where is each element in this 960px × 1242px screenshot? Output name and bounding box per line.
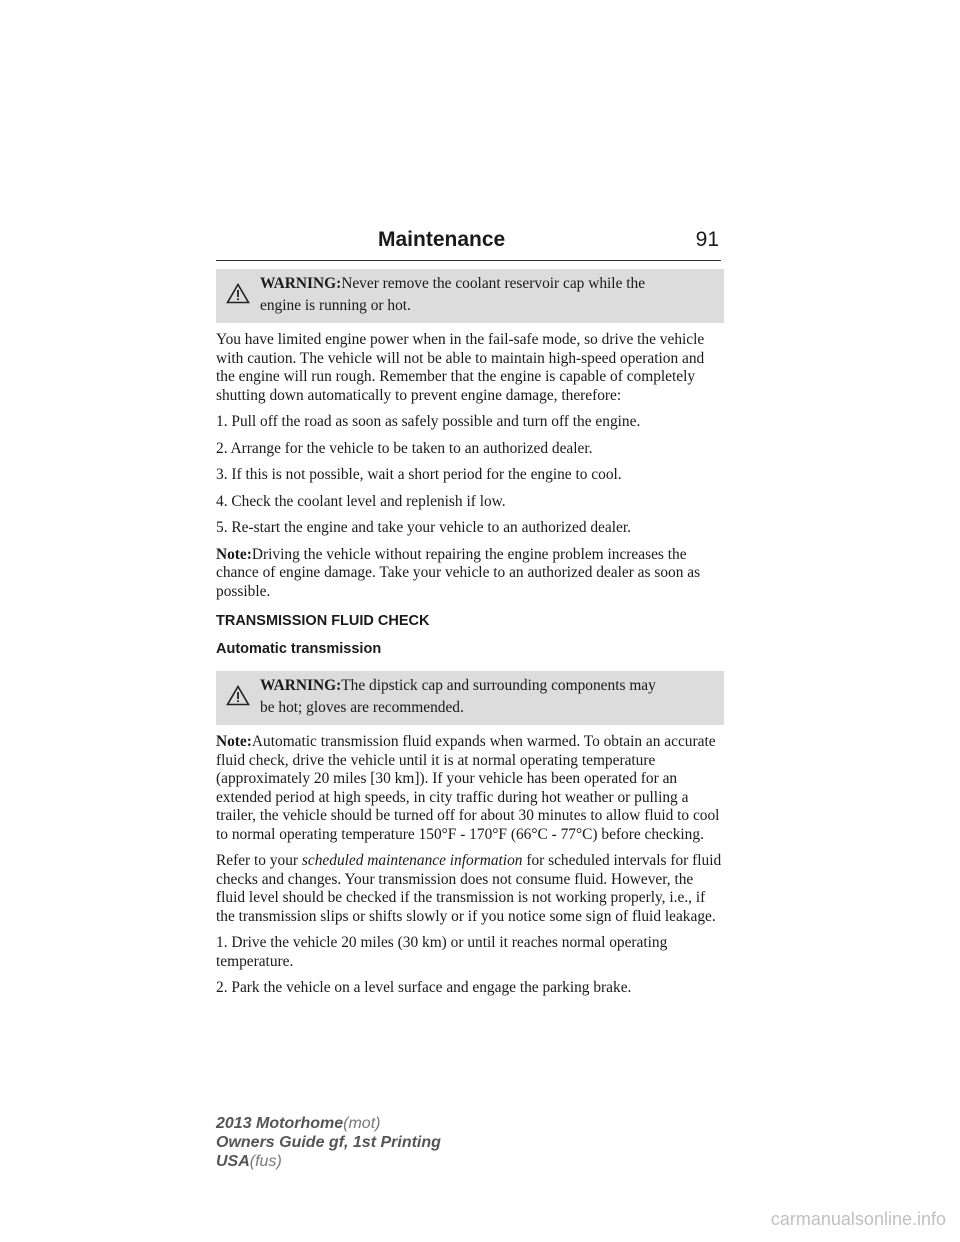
warning-box-dipstick xyxy=(216,671,724,725)
footer-printing: Owners Guide gf, 1st Printing xyxy=(216,1134,441,1151)
footer-model: 2013 Motorhome xyxy=(216,1115,344,1132)
warning-triangle-icon xyxy=(226,685,250,706)
warning-line-2: be hot; gloves are recommended. xyxy=(260,699,464,716)
note-engine xyxy=(216,546,724,602)
warning-line-1 xyxy=(260,675,714,697)
footer-market-code: (fus) xyxy=(249,1153,282,1170)
warning-line-2: engine is running or hot. xyxy=(260,297,411,314)
warning-label: WARNING: xyxy=(260,677,342,694)
footer-line-1 xyxy=(216,1114,441,1133)
paragraph-refer xyxy=(216,852,724,926)
list-item: 2. Park the vehicle on a level surface and engage the parking brake. xyxy=(216,979,632,996)
page-content xyxy=(216,269,724,1006)
warning-text: The dipstick cap and surrounding components may xyxy=(341,677,656,694)
list-item: 3. If this is not possible, wait a short period for the engine to cool. xyxy=(216,466,622,483)
refer-italic: scheduled maintenance information xyxy=(301,852,523,869)
list-item: 1. Drive the vehicle 20 miles (30 km) or until it reaches normal operating temperature. xyxy=(216,934,668,970)
watermark: carmanualsonline.info xyxy=(770,1209,946,1229)
list-item: 1. Pull off the road as soon as safely possible and turn off the engine. xyxy=(216,413,641,430)
warning-label: WARNING: xyxy=(260,275,342,292)
page-number: 91 xyxy=(695,228,719,251)
warning-text: Never remove the coolant reservoir cap while the xyxy=(341,275,646,292)
paragraph-failsafe: You have limited engine power when in the fail-safe mode, so drive the vehicle with caution. The vehicle will not be able to maintain high-speed operation and the engine will run rough. Remember that the engine is capable of completely shutting down automatically to prevent engine damage, therefore: xyxy=(216,331,705,404)
note-text: Automatic transmission fluid expands when warmed. To obtain an accurate fluid check, drive the vehicle until it is at normal operating temperature (approximately 20 miles [30 km]). If your vehicle has been operated for an extended period at high speeds, in city traffic during hot weather or pulling a trailer, the vehicle should be turned off for about 30 minutes to allow fluid to cool to normal operating temperature 150°F - 170°F (66°C - 77°C) before checking. xyxy=(216,733,720,843)
page-header xyxy=(216,226,721,261)
footer-line-3 xyxy=(216,1152,441,1171)
subheading: Automatic transmission xyxy=(216,641,382,657)
page-footer xyxy=(216,1114,441,1171)
footer-model-code: (mot) xyxy=(343,1115,381,1132)
refer-text-after: for scheduled intervals for fluid checks and changes. Your transmission does not consume fluid. However, the fluid level should be checked if the transmission is not working properly, i.e., if the transmission slips or shifts slowly or if you notice some sign of fluid leakage. xyxy=(216,852,722,925)
section-heading: TRANSMISSION FLUID CHECK xyxy=(216,613,430,629)
footer-line-2 xyxy=(216,1133,441,1152)
list-item: 4. Check the coolant level and replenish if low. xyxy=(216,492,506,510)
note-transmission xyxy=(216,733,724,844)
note-text: Driving the vehicle without repairing the engine problem increases the chance of engine damage. Take your vehicle to an authorized dealer as soon as possible. xyxy=(216,545,701,600)
refer-text: Refer to your xyxy=(216,852,302,869)
warning-triangle-icon xyxy=(226,283,250,304)
section-title: Maintenance xyxy=(378,228,506,251)
footer-market: USA xyxy=(216,1153,250,1170)
list-item: 5. Re-start the engine and take your vehicle to an authorized dealer. xyxy=(216,519,631,536)
note-label: Note: xyxy=(216,545,252,563)
warning-line-1 xyxy=(260,273,714,295)
list-item: 2. Arrange for the vehicle to be taken to an authorized dealer. xyxy=(216,439,593,457)
warning-box-coolant xyxy=(216,269,724,323)
note-label: Note: xyxy=(216,733,252,750)
